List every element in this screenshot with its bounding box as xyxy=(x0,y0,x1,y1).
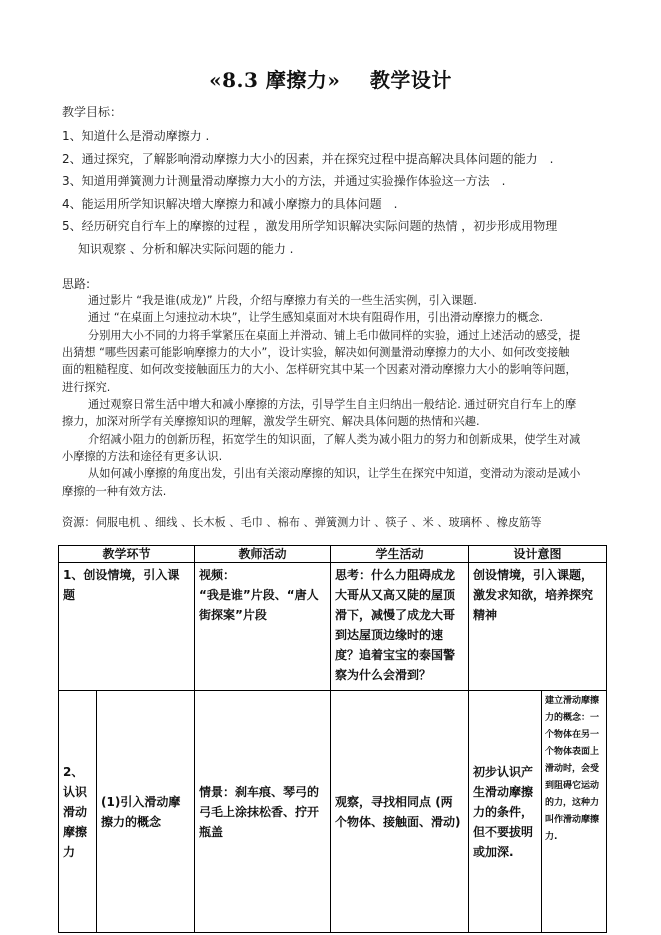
title-main: «8.3 摩擦力» xyxy=(209,68,341,92)
resources-line: 资源：伺服电机 、细线 、长木板 、毛巾 、棉布 、弹簧测力计 、筷子 、米 、玻璃杯 、橡皮筋等 xyxy=(62,516,542,529)
objective-item: 知识观察 、分析和解决实际问题的能力 . xyxy=(78,242,294,256)
objective-item: 4、能运用所学知识解决增大摩擦力和减小摩擦力的具体问题 . xyxy=(62,197,398,211)
row2-note: 建立滑动摩擦力的概念：一个物体在另一个物体表面上滑动时，会受到阻碍它运动的力，这种力叫作滑动摩擦力. xyxy=(542,691,607,933)
header-intent: 设计意图 xyxy=(469,546,607,563)
header-teacher: 教师活动 xyxy=(195,546,331,563)
row2-substage: (1)引入滑动摩擦力的概念 xyxy=(97,691,195,933)
thinking-line: 面的粗糙程度、如何改变接触面压力的大小、怎样研究其中某一个因素对滑动摩擦力大小的影响等问题， xyxy=(62,363,577,376)
thinking-line: 从如何减小摩擦的角度出发，引出有关滚动摩擦的知识，让学生在探究中知道，变滑动为滚动是减小 xyxy=(88,467,581,480)
row2-stage: 2、认识滑动摩擦力 xyxy=(59,691,97,933)
document-title xyxy=(0,64,661,93)
header-student: 学生活动 xyxy=(331,546,469,563)
table-header-row xyxy=(59,546,607,563)
objective-item: 5、经历研究自行车上的摩擦的过程 ，激发用所学知识解决实际问题的热情 ，初步形成用物理 xyxy=(62,219,558,233)
thinking-line: 通过影片 “我是谁(成龙)” 片段，介绍与摩擦力有关的一些生活实例，引入课题. xyxy=(88,294,477,307)
header-stage: 教学环节 xyxy=(59,546,195,563)
objective-item: 3、知道用弹簧测力计测量滑动摩擦力大小的方法，并通过实验操作体验这一方法 . xyxy=(62,174,506,188)
objectives-heading: 教学目标： xyxy=(62,105,123,119)
row1-stage: 1、创设情境，引入课题 xyxy=(59,563,195,691)
row2-intent: 初步认识产生滑动摩擦力的条件，但不要拔明或加深. xyxy=(469,691,542,933)
lesson-plan-table xyxy=(58,545,607,933)
objective-item: 2、通过探究，了解影响滑动摩擦力大小的因素，并在探究过程中提高解决具体问题的能力 . xyxy=(62,152,554,166)
table-row xyxy=(59,691,607,933)
row1-intent: 创设情境，引入课题，激发求知欲，培养探究精神 xyxy=(469,563,607,691)
thinking-line: 分别用大小不同的力将手掌紧压在桌面上并滑动、铺上毛巾做同样的实验，通过上述活动的感受，提 xyxy=(88,329,581,342)
thinking-line: 摩擦的一种有效方法. xyxy=(62,485,167,498)
row2-student: 观察，寻找相同点 (两个物体、接触面、滑动) xyxy=(331,691,469,933)
thinking-line: 介绍减小阻力的创新历程，拓宽学生的知识面，了解人类为减小阻力的努力和创新成果，使学生对减 xyxy=(88,433,581,446)
table-row xyxy=(59,563,607,691)
objective-item: 1、知道什么是滑动摩擦力 . xyxy=(62,129,210,143)
thinking-line: 通过 “在桌面上匀速拉动木块”，让学生感知桌面对木块有阻碍作用，引出滑动摩擦力的概念. xyxy=(88,311,544,324)
thinking-line: 通过观察日常生活中增大和减小摩擦的方法，引导学生自主归纳出一般结论. 通过研究自行车上的摩 xyxy=(88,398,577,411)
title-sub: 教学设计 xyxy=(369,68,452,92)
thinking-heading: 思路: xyxy=(62,277,91,291)
thinking-line: 小摩擦的方法和途径有更多认识. xyxy=(62,450,223,463)
thinking-line: 进行探究. xyxy=(62,381,111,394)
row1-student: 思考：什么力阻碍成龙大哥从又高又陡的屋顶滑下，减慢了成龙大哥到达屋顶边缘时的速度？追着宝宝的泰国警察为什么会滑到？ xyxy=(331,563,469,691)
row2-teacher: 情景：刹车痕、琴弓的弓毛上涂抹松香、拧开瓶盖 xyxy=(195,691,331,933)
thinking-line: 擦力，加深对所学有关摩擦知识的理解，激发学生研究、解决具体问题的热情和兴趣. xyxy=(62,415,480,428)
thinking-line: 出猜想 “哪些因素可能影响摩擦力的大小”，设计实验，解决如何测量滑动摩擦力的大小、如何改变接触 xyxy=(62,346,570,359)
row1-teacher: 视频： “我是谁”片段、“唐人街探案”片段 xyxy=(195,563,331,691)
